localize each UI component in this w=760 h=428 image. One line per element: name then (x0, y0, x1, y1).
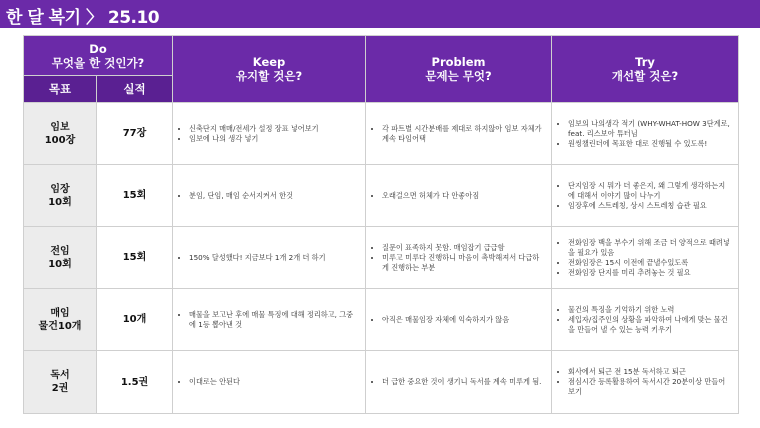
keep-item: • 분임, 단임, 매임 순서지켜서 한것 (189, 191, 359, 201)
problem-header-title: Problem (431, 55, 486, 69)
keep-cell (173, 103, 366, 165)
keep-item: • 이대로는 안된다 (189, 377, 359, 387)
keep-cell (173, 351, 366, 414)
try-header-subtitle: 개선할 것은? (611, 69, 679, 83)
try-cell (552, 227, 739, 289)
problem-cell (366, 351, 552, 414)
goal-cell (24, 103, 97, 165)
do-header-title: Do (89, 41, 107, 56)
try-item: • 전화임장은 15시 이전에 끝낼수있도록 (568, 258, 732, 268)
try-item: • 임장후에 스트레칭, 상시 스트레칭 습관 필요 (568, 201, 732, 211)
goal-target: 10회 (48, 196, 72, 208)
actual-cell: 1.5권 (97, 351, 173, 414)
try-item: • 세입자/집주인의 상황을 파악하여 나에게 맞는 물건을 만들어 낼 수 있는 능력 키우기 (568, 315, 732, 335)
problem-cell (366, 289, 552, 351)
title-bar (0, 0, 760, 28)
try-item: • 전화임장 단지를 미리 추려놓는 것 필요 (568, 268, 732, 278)
keep-item: • 150% 달성했다! 지금보다 1개 2개 더 하기 (189, 253, 359, 263)
problem-item: • 더 급한 중요한 것이 생기니 독서를 계속 미루게 됨. (382, 377, 545, 387)
problem-cell (366, 227, 552, 289)
problem-header-subtitle: 문제는 무엇? (425, 69, 492, 83)
goal-cell (24, 227, 97, 289)
actual-cell: 77장 (97, 103, 173, 165)
try-item: • 점심시간 등록활용하여 독서시간 20분이상 만들어보기 (568, 377, 732, 397)
try-header (552, 36, 739, 103)
goal-label: 임보 (50, 121, 70, 133)
table-row (24, 165, 739, 227)
try-item: • 회사에서 퇴근 전 15분 독서하고 퇴근 (568, 367, 732, 377)
actual-column-header: 실적 (97, 76, 173, 103)
keep-cell (173, 165, 366, 227)
try-cell (552, 289, 739, 351)
page-title: 한 달 복기 〉 25.10 (6, 8, 160, 28)
do-header-subtitle: 무엇을 한 것인가? (51, 55, 145, 70)
try-item: • 전화임장 백을 부수기 위해 조금 더 양적으로 때려넣을 필요가 있음 (568, 238, 732, 258)
keep-header (173, 36, 366, 103)
problem-cell (366, 165, 552, 227)
goal-target: 물건10개 (38, 320, 82, 332)
goal-cell (24, 165, 97, 227)
header-row (24, 36, 739, 76)
goal-target: 2권 (51, 383, 69, 394)
problem-header (366, 36, 552, 103)
do-header (24, 36, 173, 76)
actual-cell: 10개 (97, 289, 173, 351)
table-row (24, 103, 739, 165)
problem-item: • 아직은 매물임장 자체에 익숙하지가 않음 (382, 315, 545, 325)
keep-header-title: Keep (252, 55, 286, 69)
goal-label: 임장 (50, 183, 70, 195)
goal-cell (24, 351, 97, 414)
problem-item: • 질문이 표족하지 못함. 매임잡기 급급함 (382, 243, 545, 253)
goal-label: 독서 (50, 370, 70, 381)
try-cell (552, 103, 739, 165)
problem-item: • 각 파트별 시간분배를 제대로 하지않아 임보 자체가 계속 타임어택 (382, 124, 545, 144)
problem-item: • 오래걸으면 허체가 다 안좋아짐 (382, 191, 545, 201)
try-item: • 원씽챌린더에 목표한 대로 진행될 수 있도록! (568, 139, 732, 149)
problem-cell (366, 103, 552, 165)
keep-cell (173, 289, 366, 351)
table-row (24, 351, 739, 414)
actual-cell: 15회 (97, 165, 173, 227)
goal-cell (24, 289, 97, 351)
keep-header-subtitle: 유지할 것은? (235, 69, 303, 83)
table-row (24, 227, 739, 289)
try-cell (552, 165, 739, 227)
goal-target: 100장 (44, 134, 76, 146)
actual-cell: 15회 (97, 227, 173, 289)
try-item: • 물건의 특징을 기억하기 위한 노력 (568, 305, 732, 315)
keep-item: • 매물을 보고난 후에 매물 특징에 대해 정리하고, 그중에 1등 뽑아낸 것 (189, 310, 359, 330)
review-table (23, 35, 739, 414)
try-item: • 임보의 나의생각 적기 (WHY-WHAT-HOW 3단계로, feat. 리스보아 튜터님 (568, 119, 732, 139)
goal-label: 전임 (50, 245, 70, 257)
keep-item: • 임보에 나의 생각 넣기 (189, 134, 359, 144)
table-row (24, 289, 739, 351)
goal-target: 10회 (48, 258, 72, 270)
try-item: • 단지임장 시 뭐가 더 좋은지, 왜 그렇게 생각하는지에 대해서 이야기 많이 나누기 (568, 181, 732, 201)
goal-label: 매임 (50, 307, 70, 319)
try-header-title: Try (635, 55, 655, 69)
goal-column-header: 목표 (24, 76, 97, 103)
problem-item: • 미루고 미루다 진행하니 마음이 촉박해져서 다급하게 진행하는 부분 (382, 253, 545, 273)
try-cell (552, 351, 739, 414)
keep-cell (173, 227, 366, 289)
keep-item: • 신축단지 매매/전세가 설정 장표 넣어보기 (189, 124, 359, 134)
